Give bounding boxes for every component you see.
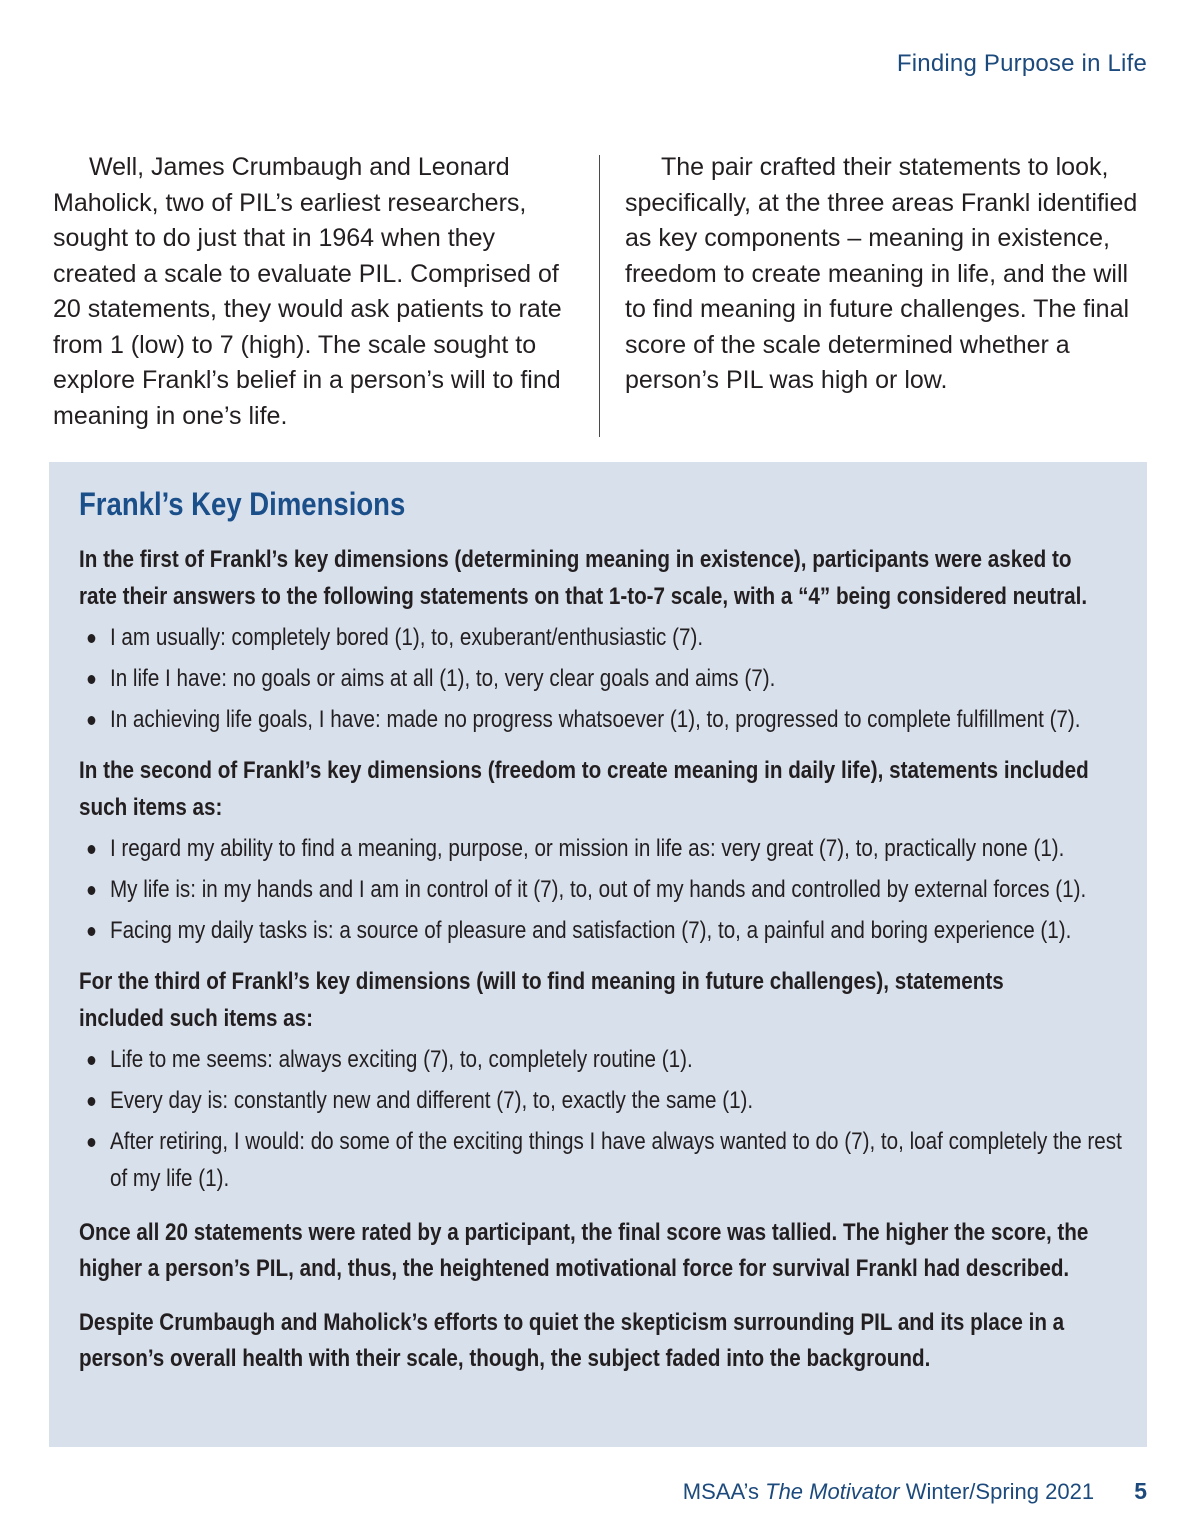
list-item — [79, 619, 1133, 656]
bullet-icon — [88, 675, 96, 684]
list-item-text: In achieving life goals, I have: made no progress whatsoever (1), to, progressed to complete fulfillment (7). — [109, 706, 1081, 733]
bullet-icon — [88, 1097, 96, 1106]
list-item — [79, 660, 1133, 697]
dimension-1-lead: In the first of Frankl’s key dimensions (determining meaning in existence), participants were asked to rate their answers to the following statements on that 1-to-7 scale, with a “4” being considered neutral. — [79, 546, 1088, 610]
dimension-2-lead: In the second of Frankl’s key dimensions (freedom to create meaning in daily life), statements included such items as: — [79, 757, 1089, 821]
list-item-text: In life I have: no goals or aims at all (1), to, very clear goals and aims (7). — [109, 665, 776, 692]
page-number: 5 — [1134, 1478, 1147, 1504]
bullet-icon — [88, 927, 96, 936]
list-item — [79, 1082, 1133, 1119]
dimension-2-list — [79, 830, 1117, 949]
body-paragraph-right: The pair crafted their statements to look, specifically, at the three areas Frankl identified as key components – meaning in existence, freedom to create meaning in life, and the will to find meaning in future challenges. The final score of the scale determined whether a person’s PIL was high or low. — [625, 153, 1138, 394]
sidebar-title: Frankl’s Key Dimensions — [79, 486, 406, 522]
list-item — [79, 871, 1133, 908]
body-column-left — [53, 150, 578, 434]
running-header-title: Finding Purpose in Life — [896, 50, 1147, 77]
bullet-icon — [88, 1056, 96, 1065]
list-item-text: After retiring, I would: do some of the exciting things I have always wanted to do (7), to, loaf completely the rest of my life (1). — [109, 1128, 1122, 1192]
bullet-icon — [88, 845, 96, 854]
list-item-text: Facing my daily tasks is: a source of pleasure and satisfaction (7), to, a painful and boring experience (1). — [109, 917, 1072, 944]
dimension-3-list — [79, 1041, 1122, 1197]
dimension-3-lead: For the third of Frankl’s key dimensions (will to find meaning in future challenges), statements included such items as: — [79, 968, 1004, 1032]
list-item — [79, 830, 1133, 867]
closing-paragraph-background: Despite Crumbaugh and Maholick’s efforts to quiet the skepticism surrounding PIL and its place in a person’s overall health with their scale, though, the subject faded into the background. — [79, 1309, 1065, 1372]
bullet-icon — [88, 886, 96, 895]
footer-publisher: MSAA’s — [682, 1479, 759, 1504]
list-item — [79, 1123, 1133, 1197]
key-dimensions-sidebar — [49, 462, 1147, 1447]
list-item-text: My life is: in my hands and I am in control of it (7), to, out of my hands and controlled by external forces (1). — [109, 876, 1087, 903]
list-item-text: Life to me seems: always exciting (7), to, completely routine (1). — [109, 1046, 693, 1073]
list-item-text: I regard my ability to find a meaning, purpose, or mission in life as: very great (7), to, practically none (1). — [109, 835, 1065, 862]
column-divider — [599, 155, 600, 437]
bullet-icon — [88, 716, 96, 725]
footer-magazine-title: The Motivator — [765, 1479, 900, 1504]
closing-paragraph-score: Once all 20 statements were rated by a participant, the final score was tallied. The higher the score, the higher a person’s PIL, and, thus, the heightened motivational force for survival Frankl had described. — [79, 1219, 1089, 1282]
list-item-text: I am usually: completely bored (1), to, exuberant/enthusiastic (7). — [109, 624, 704, 651]
body-column-right — [625, 150, 1140, 399]
list-item-text: Every day is: constantly new and different (7), to, exactly the same (1). — [109, 1087, 754, 1114]
page-footer — [683, 1478, 1147, 1505]
list-item — [79, 701, 1133, 738]
bullet-icon — [88, 1138, 96, 1147]
bullet-icon — [88, 634, 96, 643]
footer-issue: Winter/Spring 2021 — [905, 1479, 1095, 1504]
body-paragraph-left: Well, James Crumbaugh and Leonard Maholick, two of PIL’s earliest researchers, sought to do just that in 1964 when they created a scale to evaluate PIL. Comprised of 20 statements, they would ask patients to rate from 1 (low) to 7 (high). The scale sought to explore Frankl’s belief in a person’s will to find meaning in one’s life. — [53, 153, 562, 430]
list-item — [79, 1041, 1133, 1078]
list-item — [79, 912, 1133, 949]
dimension-1-list — [79, 619, 1117, 738]
